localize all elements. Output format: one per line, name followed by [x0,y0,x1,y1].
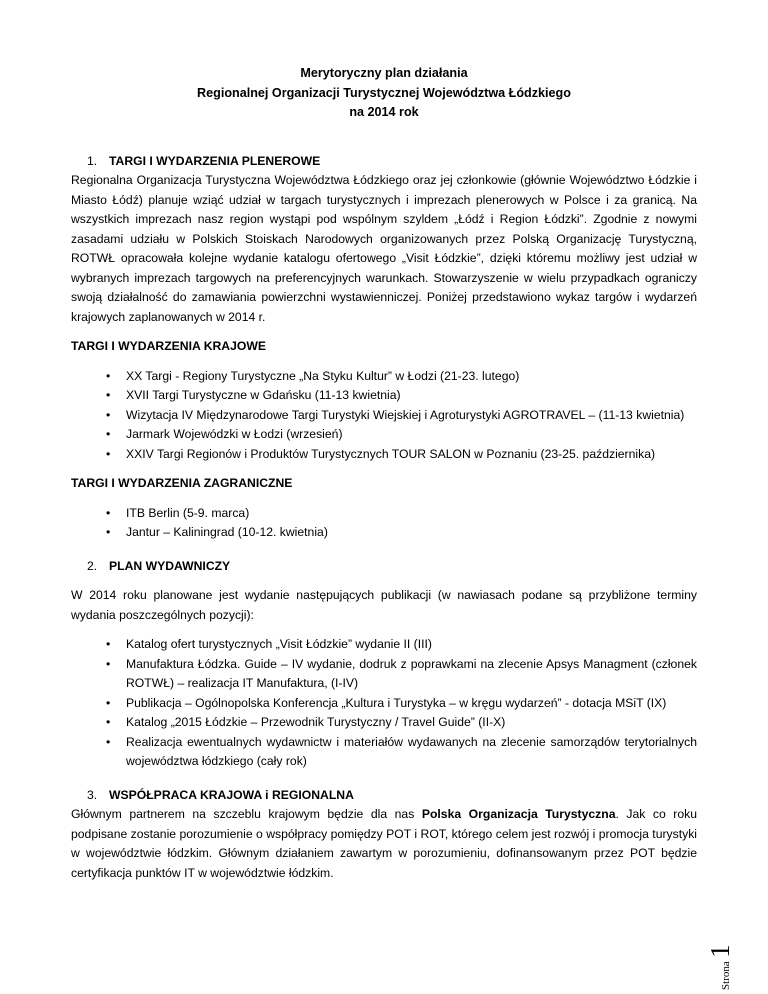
bullet-icon: • [106,715,111,729]
bullet-icon: • [106,656,111,671]
list-item: • Katalog ofert turystycznych „Visit Łódzkie” wydanie II (III) [71,635,697,655]
bullet-icon: • [106,388,111,402]
bullet-icon: • [106,407,111,422]
list-item: • XVII Targi Turystyczne w Gdańsku (11-13 kwietnia) [71,386,697,406]
title-line-2: Regionalnej Organizacji Turystycznej Województwa Łódzkiego [197,85,571,100]
page-footer [705,870,751,990]
bullet-icon: • [106,734,111,749]
document-title [71,64,697,123]
list-item: • XXIV Targi Regionów i Produktów Turystycznych TOUR SALON w Poznaniu (23-25. października) [71,445,697,465]
partner-name: Polska Organizacja Turystyczna [421,807,616,821]
section-3-number: 3. [87,787,98,802]
list-item: • Katalog „2015 Łódzkie – Przewodnik Turystyczny / Travel Guide” (II-X) [71,713,697,733]
publications-list [71,635,697,772]
section-2-number: 2. [87,558,98,573]
list-item: • Realizacja ewentualnych wydawnictw i materiałów wydawanych na zlecenie samorządów terytorialnych województwa łódzkiego (cały rok) [106,734,697,768]
section-2-intro: W 2014 roku planowane jest wydanie następujących publikacji (w nawiasach podane są przybliżone terminy wydania poszczególnych pozycji): [71,588,697,622]
list-item: • Jantur – Kaliningrad (10-12. kwietnia) [71,523,697,543]
list-item: • Jarmark Wojewódzki w Łodzi (wrzesień) [71,425,697,445]
bullet-icon: • [106,695,111,710]
list-item: • Manufaktura Łódzka. Guide – IV wydanie, dodruk z poprawkami na zlecenie Apsys Managment (członek ROTWŁ) – realizacja IT Manufaktura, (I-IV) [106,656,697,690]
section-1-heading [71,152,697,172]
foreign-heading: TARGI I WYDARZENIA ZAGRANICZNE [71,476,293,490]
title-line-3: na 2014 rok [349,105,419,119]
bullet-icon: • [106,505,111,520]
list-item: • XX Targi - Regiony Turystyczne „Na Styku Kultur” w Łodzi (21-23. lutego) [71,367,697,387]
foreign-list [71,504,697,543]
title-line-1: Merytoryczny plan działania [300,66,468,80]
bullet-icon: • [106,525,111,539]
section-2-heading [71,557,697,577]
section-2-title: PLAN WYDAWNICZY [109,558,231,573]
bullet-icon: • [106,637,111,651]
bullet-icon: • [106,368,111,383]
page-label: Strona [720,961,732,990]
section-1-number: 1. [87,153,98,168]
list-item: • ITB Berlin (5-9. marca) [71,504,697,524]
section-3-title: WSPÓŁPRACA KRAJOWA i REGIONALNA [109,787,354,802]
section-1-title: TARGI I WYDARZENIA PLENEROWE [109,153,321,168]
section-1-body: Regionalna Organizacja Turystyczna Województwa Łódzkiego oraz jej członkowie (głównie Województwo Łódzkie i Miasto Łódź) planuje wziąć udział w targach turystycznych i imprezach plenerowych w Polsce i za granicą. Na wszystkich imprezach nasz region wystąpi pod wspólnym szyldem „Łódź i Region Łódzki”. Zgodnie z nowymi zasadami udziału w Polskich Stoiskach Narodowych organizowanych przez Polską Organizację Turystyczną, ROTWŁ opracowała kolejne wydanie katalogu ofertowego „Visit Łódzkie”, dzięki któremu możliwy jest udział w wybranych imprezach targowych na preferencyjnych warunkach. Stowarzyszenie w wielu przypadkach ograniczy swoją działalność do zamawiania powierzchni wystawienniczej. Poniżej przedstawiono wykaz targów i wydarzeń krajowych zaplanowanych w 2014 r. [71,173,697,324]
document-page [71,64,697,883]
section-3-body: Głównym partnerem na szczeblu krajowym będzie dla nas Polska Organizacja Turystyczna. Jak co roku podpisane zostanie porozumienie o współpracy pomiędzy POT i ROT, którego celem jest rozwój i promocja turystyki w województwie łódzkim. Głównym działaniem zawartym w porozumieniu, dofinansowanym przez POT będzie certyfikacja punktów IT w województwie łódzkim. [71,807,697,880]
page-number: 1 [705,944,735,958]
bullet-icon: • [106,427,111,441]
bullet-icon: • [106,446,111,461]
section-3-heading [71,786,697,806]
list-item: • Publikacja – Ogólnopolska Konferencja „Kultura i Turystyka – w kręgu wydarzeń” - dotacja MSiT (IX) [71,694,697,714]
domestic-heading: TARGI I WYDARZENIA KRAJOWE [71,339,266,353]
domestic-list [71,367,697,465]
list-item: • Wizytacja IV Międzynarodowe Targi Turystyki Wiejskiej i Agroturystyki AGROTRAVEL – (11-13 kwietnia) [71,406,697,426]
